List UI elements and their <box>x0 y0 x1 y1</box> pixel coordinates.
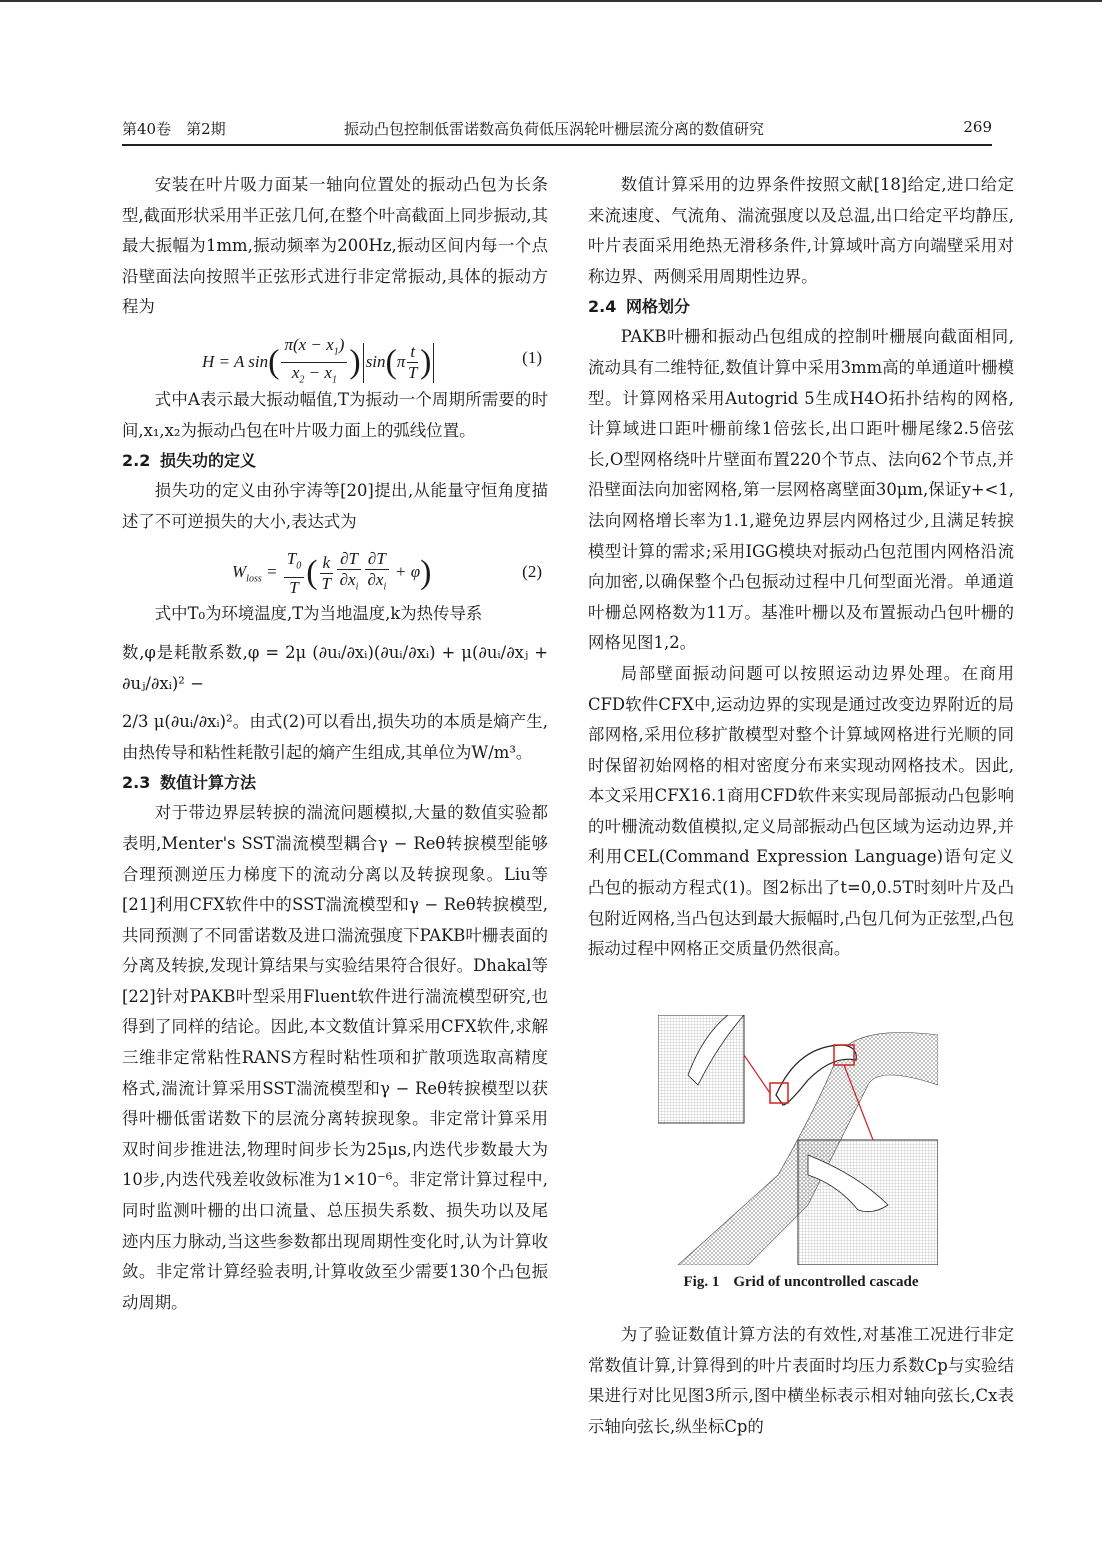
running-title: 振动凸包控制低雷诺数高负荷低压涡轮叶栅层流分离的数值研究 <box>344 120 765 138</box>
page-number: 269 <box>963 118 992 136</box>
paragraph: 2/3 μ(∂uᵢ/∂xᵢ)²。由式(2)可以看出,损失功的本质是熵产生,由热传导和粘性耗散引起的熵产生组成,其单位为W/m³。 <box>122 712 548 762</box>
equation-2: $W_{loss}$ = $\frac{T_0}{T}$ ( $\frac{k}{T}$ $\frac{\partial T}{\partial x_i}$ $\frac{\partial T}{\partial x_i}$ + φ) (2) <box>232 549 542 597</box>
paragraph: 数,φ是耗散系数,φ = 2μ (∂uᵢ/∂xᵢ)(∂uᵢ/∂xᵢ) + μ(∂uᵢ/∂xⱼ + ∂uⱼ/∂xᵢ)² − <box>122 642 548 693</box>
paragraph: 数值计算采用的边界条件按照文献[18]给定,进口给定来流速度、气流角、湍流强度以及总温,出口给定平均静压,叶片表面采用绝热无滑移条件,计算域叶高方向端壁采用对称边界、两侧采用周期性边界。 <box>588 175 1014 286</box>
paragraph: 式中A表示最大振动幅值,T为振动一个周期所需要的时间,x₁,x₂为振动凸包在叶片吸力面上的弧线位置。 <box>122 389 548 440</box>
paragraph: PAKB叶栅和振动凸包组成的控制叶栅展向截面相同,流动具有二维特征,数值计算中采用3mm高的单通道叶栅模型。计算网格采用Autogrid 5生成H4O拓扑结构的网格,计算域进口距叶栅前缘1倍弦长,出口距叶栅尾缘2.5倍弦长,O型网格绕叶片壁面布置220个节点、法向62个节点,并沿壁面法向加密网格,第一层网格离壁面30μm,保证y+<1,法向网格增长率为1.1,避免边界层内网格过少,且满足转捩模型计算的需求;采用IGG模块对振动凸包范围内网格沿流向加密,以确保整个凸包振动过程中几何型面光滑。单通道叶栅总网格数为11万。基准叶栅以及布置振动凸包叶栅的网格见图1,2。 <box>588 327 1014 653</box>
right-column-bottom <box>588 1320 1014 1442</box>
figure-caption <box>588 1274 1014 1291</box>
figure-1-grid <box>658 1015 938 1265</box>
running-header <box>122 118 992 142</box>
figure-caption-text: Grid of uncontrolled cascade <box>733 1274 919 1290</box>
figure-label: Fig. 1 <box>683 1274 720 1290</box>
paragraph: 式中T₀为环境温度,T为当地温度,k为热传导系 <box>154 604 483 624</box>
volume-issue: 第40卷 第2期 <box>122 120 226 138</box>
equation-1: H = A sin( $\frac{\pi(x - x_1)}{x_2 - x_1}$ ) sin(π $\frac{t}{T}$ ) (1) <box>202 334 542 386</box>
paragraph: 对于带边界层转捩的湍流问题模拟,大量的数值实验都表明,Menter's SST湍流模型耦合γ − Reθ转捩模型能够合理预测逆压力梯度下的流动分离以及转捩现象。Liu等[21]利用CFX软件中的SST湍流模型和γ − Reθ转捩模型,共同预测了不同雷诺数及进口湍流强度下PAKB叶栅表面的分离及转捩,发现计算结果与实验结果符合很好。Dhakal等[22]针对PAKB叶型采用Fluent软件进行湍流模型研究,也得到了同样的结论。因此,本文数值计算采用CFX软件,求解三维非定常粘性RANS方程时粘性项和扩散项选取高精度格式,湍流计算采用SST湍流模型和γ − Reθ转捩模型以获得叶栅低雷诺数下的层流分离转捩现象。非定常计算采用双时间步推进法,物理时间步长为25μs,内迭代步数最大为10步,内迭代残差收敛标准为1×10⁻⁶。非定常计算过程中,同时监测叶栅的出口流量、总压损失系数、损失功以及尾迹内压力脉动,当这些参数都出现周期性变化时,认为计算收敛。非定常计算经验表明,计算收敛至少需要130个凸包振动周期。 <box>122 803 548 1312</box>
right-column <box>588 170 1014 965</box>
left-column <box>122 170 548 1318</box>
equation-number: (1) <box>522 347 542 367</box>
paragraph: 损失功的定义由孙宇涛等[20]提出,从能量守恒角度描述了不可逆损失的大小,表达式为 <box>122 481 548 531</box>
paragraph: 为了验证数值计算方法的有效性,对基准工况进行非定常数值计算,计算得到的叶片表面时均压力系数Cp与实验结果进行对比见图3所示,图中横坐标表示相对轴向弦长,Cx表示轴向弦长,纵坐标Cp的 <box>588 1325 1014 1436</box>
paragraph: 安装在叶片吸力面某一轴向位置处的振动凸包为长条型,截面形状采用半正弦几何,在整个叶高截面上同步振动,其最大振幅为1mm,振动频率为200Hz,振动区间内每一个点沿壁面法向按照半正弦形式进行非定常振动,具体的振动方程为 <box>122 175 548 317</box>
section-heading-2-4: 2.4 网格划分 <box>588 297 691 317</box>
section-heading-2-2: 2.2 损失功的定义 <box>122 451 257 471</box>
mesh-image <box>658 1015 938 1265</box>
section-heading-2-3: 2.3 数值计算方法 <box>122 773 257 793</box>
header-rule <box>122 144 992 146</box>
equation-number: (2) <box>522 562 542 582</box>
paragraph: 局部壁面振动问题可以按照运动边界处理。在商用CFD软件CFX中,运动边界的实现是通过改变边界附近的局部网格,采用位移扩散模型对整个计算域网格进行光顺的同时保留初始网格的相对密度分布来实现动网格技术。因此,本文采用CFX16.1商用CFD软件来实现局部振动凸包影响的叶栅流动数值模拟,定义局部振动凸包区域为运动边界,并利用CEL(Command Expression Language)语句定义凸包的振动方程式(1)。图2标出了t=0,0.5T时刻叶片及凸包附近网格,当凸包达到最大振幅时,凸包几何为正弦型,凸包振动过程中网格正交质量仍然很高。 <box>588 663 1014 959</box>
top-rule <box>0 0 1102 2</box>
